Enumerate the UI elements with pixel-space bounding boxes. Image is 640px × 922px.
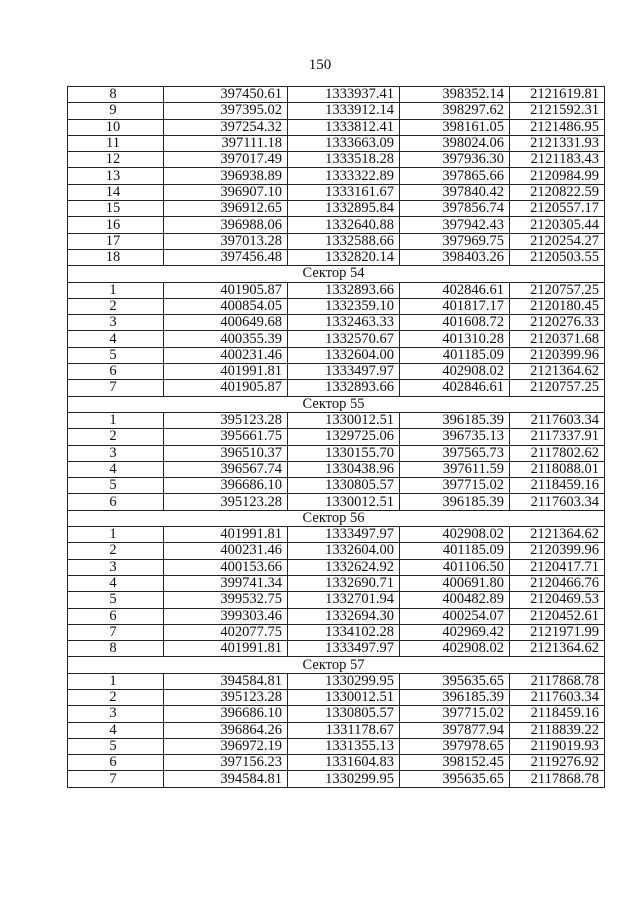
coordinate-cell: 1332463.33 bbox=[288, 315, 400, 331]
table-row bbox=[68, 249, 605, 265]
coordinate-cell: 400254.07 bbox=[400, 608, 510, 624]
coordinate-cell: 1331178.67 bbox=[288, 722, 400, 738]
coordinate-cell: 396912.65 bbox=[164, 201, 288, 217]
coordinate-cell: 1333937.41 bbox=[288, 87, 400, 103]
coordinate-cell: 2120822.59 bbox=[510, 184, 605, 200]
table-row bbox=[68, 575, 605, 591]
point-number-cell: 1 bbox=[68, 527, 164, 543]
coordinate-cell: 1333497.97 bbox=[288, 641, 400, 657]
sector-header-row bbox=[68, 396, 605, 412]
coordinate-cell: 401608.72 bbox=[400, 315, 510, 331]
point-number-cell: 5 bbox=[68, 478, 164, 494]
coordinate-cell: 2120399.96 bbox=[510, 347, 605, 363]
coordinate-cell: 394584.81 bbox=[164, 673, 288, 689]
point-number-cell: 15 bbox=[68, 201, 164, 217]
coordinate-cell: 398352.14 bbox=[400, 87, 510, 103]
point-number-cell: 7 bbox=[68, 380, 164, 396]
coordinate-cell: 2120452.61 bbox=[510, 608, 605, 624]
table-row bbox=[68, 641, 605, 657]
coordinate-cell: 1332570.67 bbox=[288, 331, 400, 347]
coordinate-cell: 1332690.71 bbox=[288, 575, 400, 591]
table-row bbox=[68, 706, 605, 722]
coordinate-cell: 400153.66 bbox=[164, 559, 288, 575]
coordinate-cell: 395123.28 bbox=[164, 412, 288, 428]
coordinate-cell: 397942.43 bbox=[400, 217, 510, 233]
table-row bbox=[68, 624, 605, 640]
coordinate-cell: 401991.81 bbox=[164, 641, 288, 657]
point-number-cell: 5 bbox=[68, 347, 164, 363]
coordinate-cell: 401905.87 bbox=[164, 282, 288, 298]
coordinate-cell: 400231.46 bbox=[164, 347, 288, 363]
coordinate-cell: 402846.61 bbox=[400, 380, 510, 396]
point-number-cell: 8 bbox=[68, 87, 164, 103]
table-row bbox=[68, 331, 605, 347]
coordinate-cell: 2120180.45 bbox=[510, 298, 605, 314]
coordinate-cell: 2117868.78 bbox=[510, 673, 605, 689]
point-number-cell: 8 bbox=[68, 641, 164, 657]
coordinate-cell: 2120984.99 bbox=[510, 168, 605, 184]
table-row bbox=[68, 135, 605, 151]
table-row bbox=[68, 364, 605, 380]
table-row bbox=[68, 543, 605, 559]
point-number-cell: 4 bbox=[68, 575, 164, 591]
point-number-cell: 6 bbox=[68, 364, 164, 380]
coordinate-cell: 401185.09 bbox=[400, 543, 510, 559]
coordinate-cell: 2119019.93 bbox=[510, 738, 605, 754]
point-number-cell: 2 bbox=[68, 429, 164, 445]
coordinate-cell: 396185.39 bbox=[400, 412, 510, 428]
point-number-cell: 4 bbox=[68, 461, 164, 477]
table-row bbox=[68, 103, 605, 119]
coordinate-cell: 2120469.53 bbox=[510, 592, 605, 608]
table-row bbox=[68, 429, 605, 445]
coordinate-cell: 2121364.62 bbox=[510, 364, 605, 380]
coordinate-cell: 2117603.34 bbox=[510, 412, 605, 428]
coordinate-cell: 396686.10 bbox=[164, 478, 288, 494]
coordinate-cell: 2121971.99 bbox=[510, 624, 605, 640]
coordinate-cell: 1333497.97 bbox=[288, 527, 400, 543]
point-number-cell: 3 bbox=[68, 706, 164, 722]
point-number-cell: 13 bbox=[68, 168, 164, 184]
coordinate-cell: 2120757.25 bbox=[510, 282, 605, 298]
coordinate-cell: 397856.74 bbox=[400, 201, 510, 217]
coordinate-cell: 396988.06 bbox=[164, 217, 288, 233]
point-number-cell: 4 bbox=[68, 331, 164, 347]
table-row bbox=[68, 461, 605, 477]
point-number-cell: 2 bbox=[68, 689, 164, 705]
table-row bbox=[68, 689, 605, 705]
coordinate-cell: 2118839.22 bbox=[510, 722, 605, 738]
coordinate-cell: 397565.73 bbox=[400, 445, 510, 461]
point-number-cell: 3 bbox=[68, 559, 164, 575]
coordinate-cell: 2121619.81 bbox=[510, 87, 605, 103]
coordinate-cell: 1332893.66 bbox=[288, 282, 400, 298]
coordinate-cell: 2117337.91 bbox=[510, 429, 605, 445]
coordinate-cell: 2118459.16 bbox=[510, 478, 605, 494]
table-row bbox=[68, 380, 605, 396]
point-number-cell: 1 bbox=[68, 673, 164, 689]
coordinate-cell: 1332604.00 bbox=[288, 347, 400, 363]
coordinate-cell: 397254.32 bbox=[164, 119, 288, 135]
table-row bbox=[68, 608, 605, 624]
sector-label: Сектор 57 bbox=[68, 657, 605, 673]
coordinate-cell: 398152.45 bbox=[400, 755, 510, 771]
coordinate-cell: 2120503.55 bbox=[510, 249, 605, 265]
coordinate-cell: 397715.02 bbox=[400, 478, 510, 494]
coordinate-cell: 1330012.51 bbox=[288, 412, 400, 428]
table-row bbox=[68, 494, 605, 510]
coordinate-cell: 394584.81 bbox=[164, 771, 288, 787]
point-number-cell: 17 bbox=[68, 233, 164, 249]
table-row bbox=[68, 722, 605, 738]
point-number-cell: 3 bbox=[68, 445, 164, 461]
coordinate-cell: 402908.02 bbox=[400, 364, 510, 380]
table-row bbox=[68, 282, 605, 298]
coordinate-cell: 1332893.66 bbox=[288, 380, 400, 396]
coordinate-cell: 1330299.95 bbox=[288, 771, 400, 787]
coordinate-cell: 400231.46 bbox=[164, 543, 288, 559]
coordinate-cell: 2120371.68 bbox=[510, 331, 605, 347]
coordinate-cell: 2120757.25 bbox=[510, 380, 605, 396]
table-row bbox=[68, 87, 605, 103]
coordinate-cell: 401106.50 bbox=[400, 559, 510, 575]
coordinate-cell: 2120557.17 bbox=[510, 201, 605, 217]
coordinate-cell: 1330438.96 bbox=[288, 461, 400, 477]
coordinate-cell: 1330012.51 bbox=[288, 494, 400, 510]
coordinate-cell: 397156.23 bbox=[164, 755, 288, 771]
coordinate-cell: 397715.02 bbox=[400, 706, 510, 722]
coordinate-cell: 1332820.14 bbox=[288, 249, 400, 265]
coordinate-cell: 2119276.92 bbox=[510, 755, 605, 771]
coordinate-cell: 396735.13 bbox=[400, 429, 510, 445]
coordinate-cell: 1334102.28 bbox=[288, 624, 400, 640]
coordinate-cell: 397013.28 bbox=[164, 233, 288, 249]
coordinate-cell: 400854.05 bbox=[164, 298, 288, 314]
table-row bbox=[68, 527, 605, 543]
coordinate-cell: 398403.26 bbox=[400, 249, 510, 265]
page-number: 150 bbox=[308, 57, 332, 73]
point-number-cell: 11 bbox=[68, 135, 164, 151]
point-number-cell: 2 bbox=[68, 543, 164, 559]
coordinate-cell: 398297.62 bbox=[400, 103, 510, 119]
coordinate-cell: 401185.09 bbox=[400, 347, 510, 363]
coordinate-cell: 395661.75 bbox=[164, 429, 288, 445]
coordinate-cell: 2121364.62 bbox=[510, 641, 605, 657]
coordinate-cell: 2117802.62 bbox=[510, 445, 605, 461]
coordinates-table bbox=[67, 86, 605, 788]
coordinate-cell: 402846.61 bbox=[400, 282, 510, 298]
coordinate-cell: 397450.61 bbox=[164, 87, 288, 103]
coordinate-cell: 397017.49 bbox=[164, 152, 288, 168]
coordinate-cell: 397611.59 bbox=[400, 461, 510, 477]
coordinate-cell: 2117868.78 bbox=[510, 771, 605, 787]
point-number-cell: 1 bbox=[68, 282, 164, 298]
coordinate-cell: 397395.02 bbox=[164, 103, 288, 119]
coordinate-cell: 2121364.62 bbox=[510, 527, 605, 543]
coordinate-cell: 2120276.33 bbox=[510, 315, 605, 331]
coordinate-cell: 397111.18 bbox=[164, 135, 288, 151]
coordinate-cell: 1332640.88 bbox=[288, 217, 400, 233]
coordinate-cell: 397865.66 bbox=[400, 168, 510, 184]
table-row bbox=[68, 771, 605, 787]
coordinate-cell: 1332895.84 bbox=[288, 201, 400, 217]
coordinate-cell: 1333663.09 bbox=[288, 135, 400, 151]
coordinate-cell: 2120399.96 bbox=[510, 543, 605, 559]
table-row bbox=[68, 738, 605, 754]
coordinate-cell: 1332588.66 bbox=[288, 233, 400, 249]
point-number-cell: 9 bbox=[68, 103, 164, 119]
table-row bbox=[68, 445, 605, 461]
point-number-cell: 1 bbox=[68, 412, 164, 428]
coordinate-cell: 397840.42 bbox=[400, 184, 510, 200]
coordinate-cell: 1333518.28 bbox=[288, 152, 400, 168]
coordinate-cell: 1332624.92 bbox=[288, 559, 400, 575]
coordinate-cell: 2120305.44 bbox=[510, 217, 605, 233]
table-row bbox=[68, 233, 605, 249]
coordinate-cell: 402077.75 bbox=[164, 624, 288, 640]
point-number-cell: 4 bbox=[68, 722, 164, 738]
sector-label: Сектор 54 bbox=[68, 266, 605, 282]
coordinate-cell: 1330155.70 bbox=[288, 445, 400, 461]
point-number-cell: 2 bbox=[68, 298, 164, 314]
coordinate-cell: 402908.02 bbox=[400, 527, 510, 543]
coordinate-cell: 396185.39 bbox=[400, 689, 510, 705]
coordinate-cell: 1329725.06 bbox=[288, 429, 400, 445]
point-number-cell: 6 bbox=[68, 608, 164, 624]
point-number-cell: 6 bbox=[68, 755, 164, 771]
coordinate-cell: 399741.34 bbox=[164, 575, 288, 591]
coordinate-cell: 1330805.57 bbox=[288, 706, 400, 722]
coordinate-cell: 2120417.71 bbox=[510, 559, 605, 575]
coordinate-cell: 1330299.95 bbox=[288, 673, 400, 689]
coordinates-table-body bbox=[68, 87, 605, 788]
coordinate-cell: 396938.89 bbox=[164, 168, 288, 184]
coordinate-cell: 2121486.95 bbox=[510, 119, 605, 135]
coordinate-cell: 2120466.76 bbox=[510, 575, 605, 591]
table-row bbox=[68, 592, 605, 608]
coordinate-cell: 397936.30 bbox=[400, 152, 510, 168]
table-row bbox=[68, 168, 605, 184]
table-row bbox=[68, 347, 605, 363]
coordinate-cell: 2117603.34 bbox=[510, 689, 605, 705]
coordinate-cell: 399532.75 bbox=[164, 592, 288, 608]
coordinate-cell: 396567.74 bbox=[164, 461, 288, 477]
coordinate-cell: 401905.87 bbox=[164, 380, 288, 396]
point-number-cell: 3 bbox=[68, 315, 164, 331]
coordinate-cell: 395123.28 bbox=[164, 689, 288, 705]
coordinate-cell: 2118459.16 bbox=[510, 706, 605, 722]
table-row bbox=[68, 315, 605, 331]
coordinate-cell: 1333497.97 bbox=[288, 364, 400, 380]
table-row bbox=[68, 673, 605, 689]
coordinate-cell: 1332604.00 bbox=[288, 543, 400, 559]
point-number-cell: 18 bbox=[68, 249, 164, 265]
table-row bbox=[68, 184, 605, 200]
point-number-cell: 7 bbox=[68, 624, 164, 640]
coordinate-cell: 1333322.89 bbox=[288, 168, 400, 184]
table-row bbox=[68, 201, 605, 217]
coordinate-cell: 395123.28 bbox=[164, 494, 288, 510]
sector-header-row bbox=[68, 510, 605, 526]
coordinate-cell: 402969.42 bbox=[400, 624, 510, 640]
coordinate-cell: 396686.10 bbox=[164, 706, 288, 722]
coordinate-cell: 395635.65 bbox=[400, 673, 510, 689]
coordinate-cell: 396864.26 bbox=[164, 722, 288, 738]
coordinate-cell: 1330805.57 bbox=[288, 478, 400, 494]
coordinate-cell: 2118088.01 bbox=[510, 461, 605, 477]
point-number-cell: 16 bbox=[68, 217, 164, 233]
point-number-cell: 5 bbox=[68, 738, 164, 754]
table-row bbox=[68, 217, 605, 233]
coordinate-cell: 1332694.30 bbox=[288, 608, 400, 624]
point-number-cell: 10 bbox=[68, 119, 164, 135]
coordinate-cell: 401991.81 bbox=[164, 527, 288, 543]
coordinate-cell: 2117603.34 bbox=[510, 494, 605, 510]
coordinate-cell: 400691.80 bbox=[400, 575, 510, 591]
point-number-cell: 6 bbox=[68, 494, 164, 510]
coordinate-cell: 398024.06 bbox=[400, 135, 510, 151]
coordinate-cell: 1331355.13 bbox=[288, 738, 400, 754]
sector-label: Сектор 55 bbox=[68, 396, 605, 412]
table-row bbox=[68, 119, 605, 135]
coordinate-cell: 400649.68 bbox=[164, 315, 288, 331]
coordinate-cell: 1331604.83 bbox=[288, 755, 400, 771]
point-number-cell: 7 bbox=[68, 771, 164, 787]
coordinate-cell: 1330012.51 bbox=[288, 689, 400, 705]
point-number-cell: 5 bbox=[68, 592, 164, 608]
sector-label: Сектор 56 bbox=[68, 510, 605, 526]
coordinate-cell: 395635.65 bbox=[400, 771, 510, 787]
coordinate-cell: 396185.39 bbox=[400, 494, 510, 510]
coordinate-cell: 396972.19 bbox=[164, 738, 288, 754]
coordinate-cell: 397456.48 bbox=[164, 249, 288, 265]
table-row bbox=[68, 755, 605, 771]
table-row bbox=[68, 478, 605, 494]
coordinate-cell: 397969.75 bbox=[400, 233, 510, 249]
coordinate-cell: 2121331.93 bbox=[510, 135, 605, 151]
coordinate-cell: 2121183.43 bbox=[510, 152, 605, 168]
point-number-cell: 12 bbox=[68, 152, 164, 168]
table-row bbox=[68, 412, 605, 428]
coordinate-cell: 401310.28 bbox=[400, 331, 510, 347]
coordinate-cell: 1333812.41 bbox=[288, 119, 400, 135]
sector-header-row bbox=[68, 657, 605, 673]
table-row bbox=[68, 298, 605, 314]
coordinate-cell: 2121592.31 bbox=[510, 103, 605, 119]
coordinate-cell: 399303.46 bbox=[164, 608, 288, 624]
sector-header-row bbox=[68, 266, 605, 282]
coordinate-cell: 396510.37 bbox=[164, 445, 288, 461]
coordinate-cell: 1333161.67 bbox=[288, 184, 400, 200]
coordinate-cell: 400355.39 bbox=[164, 331, 288, 347]
coordinate-cell: 1332359.10 bbox=[288, 298, 400, 314]
coordinate-cell: 396907.10 bbox=[164, 184, 288, 200]
coordinate-cell: 397877.94 bbox=[400, 722, 510, 738]
point-number-cell: 14 bbox=[68, 184, 164, 200]
coordinate-cell: 402908.02 bbox=[400, 641, 510, 657]
coordinate-cell: 398161.05 bbox=[400, 119, 510, 135]
table-row bbox=[68, 559, 605, 575]
coordinate-cell: 1333912.14 bbox=[288, 103, 400, 119]
coordinate-cell: 397978.65 bbox=[400, 738, 510, 754]
coordinate-cell: 401991.81 bbox=[164, 364, 288, 380]
coordinate-cell: 401817.17 bbox=[400, 298, 510, 314]
coordinate-cell: 1332701.94 bbox=[288, 592, 400, 608]
table-row bbox=[68, 152, 605, 168]
coordinate-cell: 400482.89 bbox=[400, 592, 510, 608]
coordinate-cell: 2120254.27 bbox=[510, 233, 605, 249]
